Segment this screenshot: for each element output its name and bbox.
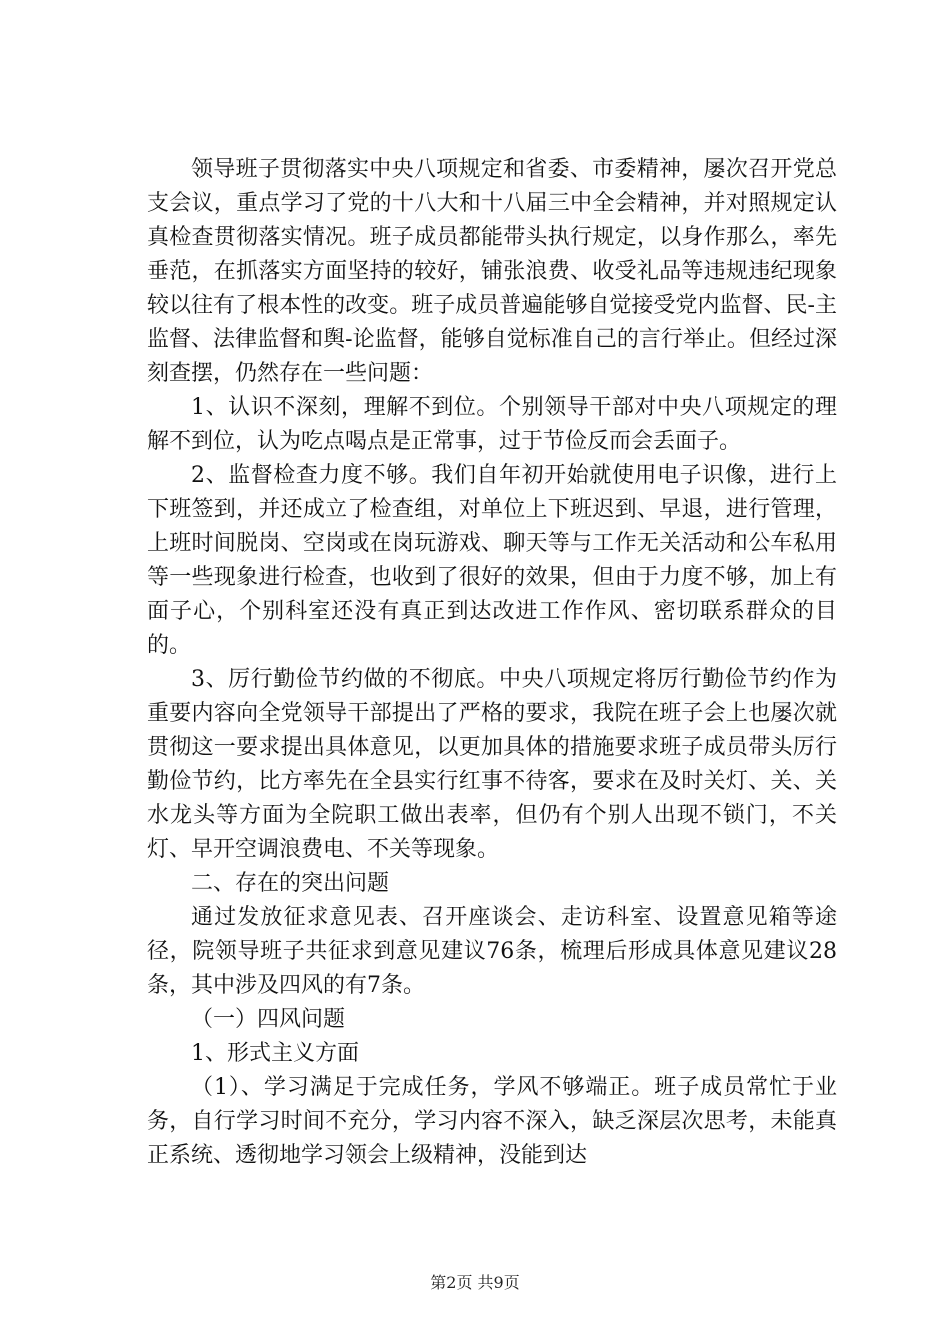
- paragraph-survey: 通过发放征求意见表、召开座谈会、走访科室、设置意见箱等途径，院领导班子共征求到意见建议76条，梳理后形成具体意见建议28条，其中涉及四风的有7条。: [147, 905, 837, 998]
- document-body: [147, 153, 837, 1173]
- paragraph-item-3: 3、厉行勤俭节约做的不彻底。中央八项规定将厉行勤俭节约作为重要内容向全党领导干部提出了严格的要求，我院在班子会上也屡次就贯彻这一要求提出具体意见，以更加具体的措施要求班子成员带头厉行勤俭节约，比方率先在全县实行红事不待客，要求在及时关灯、关、关水龙头等方面为全院职工做出表率，但仍有个别人出现不锁门，不关灯、早开空调浪费电、不关等现象。: [147, 667, 837, 862]
- section-heading: 二、存在的突出问题: [191, 871, 390, 896]
- paragraph-item-1: 1、认识不深刻，理解不到位。个别领导干部对中央八项规定的理解不到位，认为吃点喝点是正常事，过于节俭反而会丢面子。: [147, 395, 837, 454]
- subsection-item-heading: 1、形式主义方面: [191, 1041, 359, 1066]
- subsection-heading: （一）四风问题: [191, 1007, 346, 1032]
- paragraph-intro: 领导班子贯彻落实中央八项规定和省委、市委精神，屡次召开党总支会议，重点学习了党的十八大和十八届三中全会精神，并对照规定认真检查贯彻落实情况。班子成员都能带头执行规定，以身作那么，率先垂范，在抓落实方面坚持的较好，铺张浪费、收受礼品等违规违纪现象较以往有了根本性的改变。班子成员普遍能够自觉接受党内监督、民-主监督、法律监督和舆-论监督，能够自觉标准自己的言行举止。但经过深刻查摆，仍然存在一些问题：: [147, 157, 837, 386]
- page-footer: 第2页 共9页: [430, 1273, 520, 1292]
- paragraph-item-2: 2、监督检查力度不够。我们自年初开始就使用电子识像，进行上下班签到，并还成立了检查组，对单位上下班迟到、早退，进行管理，上班时间脱岗、空岗或在岗玩游戏、聊天等与工作无关活动和公车私用等一些现象进行检查，也收到了很好的效果，但由于力度不够，加上有面子心，个别科室还没有真正到达改进工作作风、密切联系群众的目的。: [147, 463, 837, 658]
- paragraph-formalism-1: （1）、学习满足于完成任务，学风不够端正。班子成员常忙于业务，自行学习时间不充分，学习内容不深入，缺乏深层次思考，未能真正系统、透彻地学习领会上级精神，没能到达: [147, 1075, 837, 1168]
